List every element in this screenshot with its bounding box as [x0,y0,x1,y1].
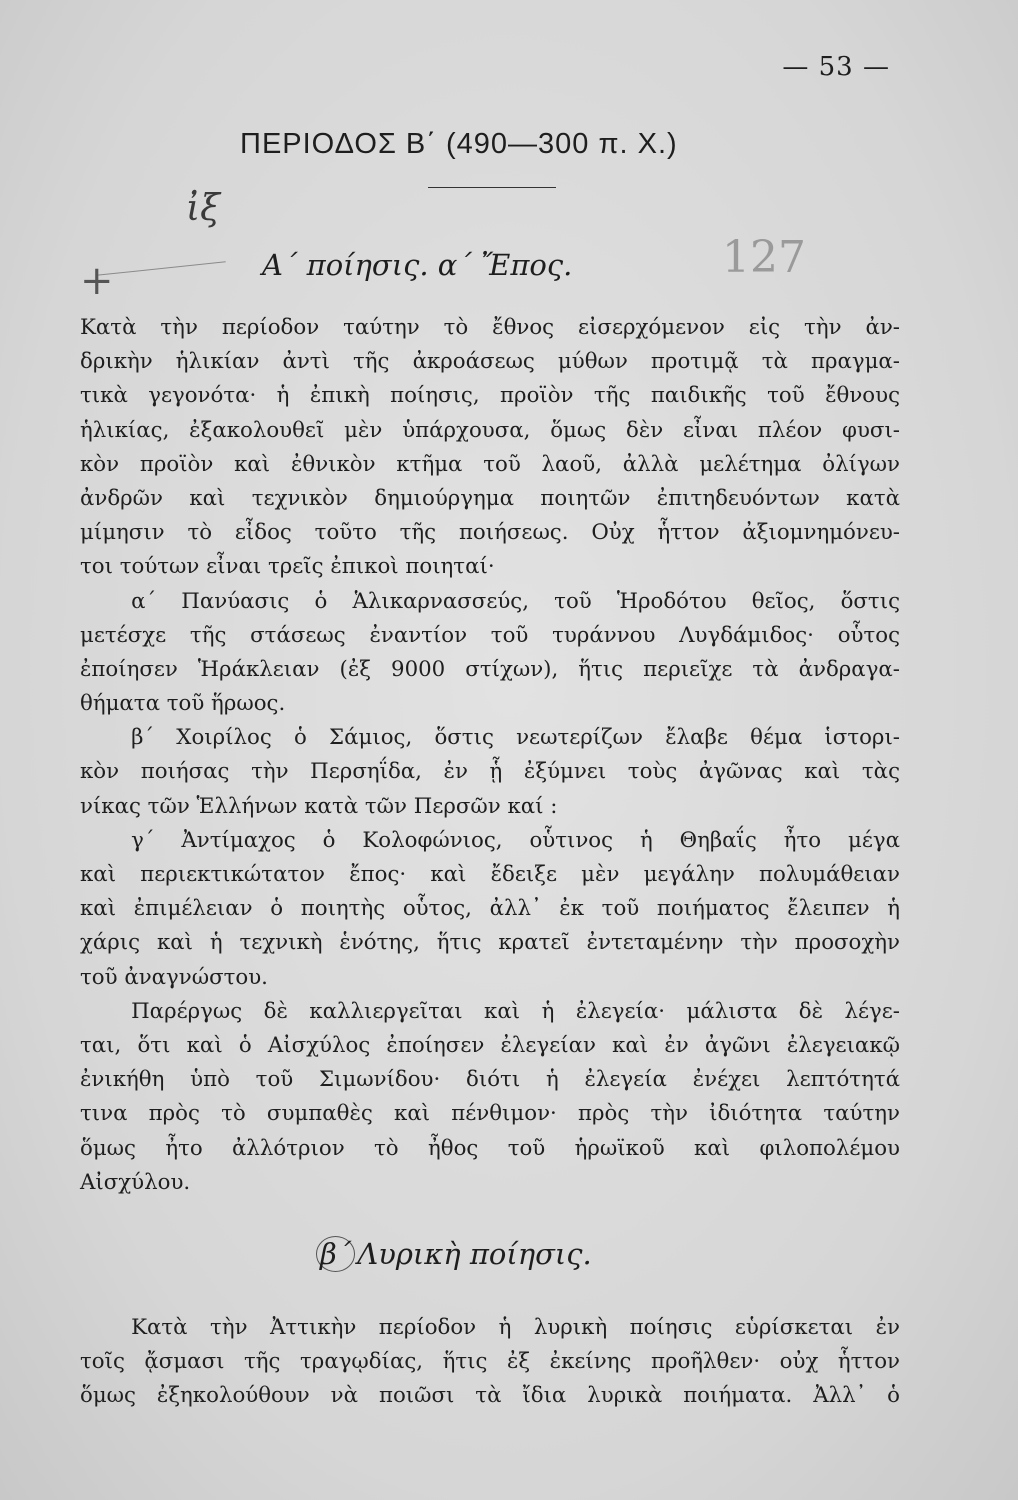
text-line: νίκας τῶν Ἑλλήνων κατὰ τῶν Περσῶν καί : [80,793,558,819]
text-line: α΄ Πανύασις ὁ Ἁλικαρνασσεύς, τοῦ Ἡροδότου θεῖος, ὅστις [131,588,900,614]
text-line: Κατὰ τὴν περίοδον ταύτην τὸ ἔθνος εἰσερχόμενον εἰς τὴν ἀν- [80,315,900,340]
text-block-lyric [80,1311,900,1414]
text-line: τοῦ ἀναγνώστου. [80,964,268,990]
text-line: καὶ περιεκτικώτατον ἔπος· καὶ ἔδειξε μὲν μεγάλην πολυμάθειαν [80,862,900,887]
text-line: ἡλικίας, ἐξακολουθεῖ μὲν ὑπάρχουσα, ὅμως δὲν εἶναι πλέον φυσι- [80,417,900,443]
text-line: γ΄ Ἀντίμαχος ὁ Κολοφώνιος, οὗτινος ἡ Θηβαΐς ἦτο μέγα [131,827,900,853]
handwritten-margin-line [96,261,225,276]
section-heading-epic: Α΄ ποίησις. α΄ Ἔπος. [262,248,573,282]
text-line: ὅμως ἦτο ἀλλότριον τὸ ἦθος τοῦ ἡρωϊκοῦ καὶ φιλοπολέμου [80,1135,900,1161]
handwritten-cross-mark: + [80,258,114,304]
text-line: ἐποίησεν Ἡράκλειαν (ἐξ 9000 στίχων), ἥτις περιεῖχε τὰ ἀνδραγα- [80,656,900,682]
text-line: μίμησιν τὸ εἶδος τοῦτο τῆς ποιήσεως. Οὐχ ἧττον ἀξιομνημόνευ- [80,520,900,546]
text-line: δρικὴν ἡλικίαν ἀντὶ τῆς ἀκροάσεως μύθων προτιμᾷ τὰ πραγμα- [80,349,900,375]
text-line: τικὰ γεγονότα· ἡ ἐπικὴ ποίησις, προϊὸν τῆς παιδικῆς τοῦ ἔθνους [80,383,900,409]
text-line: ὅμως ἐξηκολούθουν νὰ ποιῶσι τὰ ἴδια λυρικὰ ποιήματα. Ἀλλ᾽ ὁ [80,1383,900,1409]
text-line: Κατὰ τὴν Ἀττικὴν περίοδον ἡ λυρικὴ ποίησις εὑρίσκεται ἐν [131,1315,900,1340]
text-line: τινα πρὸς τὸ συμπαθὲς καὶ πένθιμον· πρὸς τὴν ἰδιότητα ταύτην [80,1101,900,1127]
text-line: κὸν ποιήσας τὴν Περσηΐδα, ἐν ᾗ ἐξύμνει τοὺς ἀγῶνας καὶ τὰς [80,759,900,785]
text-line: καὶ ἐπιμέλειαν ὁ ποιητὴς οὗτος, ἀλλ᾽ ἐκ τοῦ ποιήματος ἔλειπεν ἡ [80,896,900,922]
text-line: ται, ὅτι καὶ ὁ Αἰσχύλος ἐποίησεν ἐλεγείαν καὶ ἐν ἀγῶνι ἐλεγειακῷ [80,1032,900,1058]
text-line: κὸν προϊὸν καὶ ἐθνικὸν κτῆμα τοῦ λαοῦ, ἀλλὰ μελέτημα ὀλίγων [80,451,900,477]
text-line: χάρις καὶ ἡ τεχνικὴ ἑνότης, ἥτις κρατεῖ ἐντεταμένην τὴν προσοχὴν [80,930,900,956]
text-block-epic [80,311,900,1200]
text-line: θήματα τοῦ ἥρωος. [80,691,286,717]
handwritten-number: 127 [722,232,806,283]
text-line: μετέσχε τῆς στάσεως ἐναντίον τοῦ τυράννου Λυγδάμιδος· οὗτος [80,622,900,648]
text-line: β΄ Χοιρίλος ὁ Σάμιος, ὅστις νεωτερίζων ἔλαβε θέμα ἱστορι- [131,725,900,751]
text-line: ἐνικήθη ὑπὸ τοῦ Σιμωνίδου· διότι ἡ ἐλεγεία ἐνέχει λεπτότητά [80,1067,900,1093]
handwritten-mark: ἰξ [186,188,220,229]
text-line: τοῖς ᾄσμασι τῆς τραγῳδίας, ἥτις ἐξ ἐκείνης προῆλθεν· οὐχ ἧττον [80,1349,900,1375]
section-letter: β΄ [316,1236,355,1272]
period-title: ΠΕΡΙΟΔΟΣ Β΄ (490—300 π. Χ.) [240,128,678,160]
page-number: — 53 — [782,52,890,82]
text-line: Παρέργως δὲ καλλιεργεῖται καὶ ἡ ἐλεγεία· μάλιστα δὲ λέγε- [131,998,900,1024]
section-heading-lyric [316,1236,592,1272]
text-line: ἀνδρῶν καὶ τεχνικὸν δημιούργημα ποιητῶν ἐπιτηδευόντων κατὰ [80,485,900,511]
text-line: Αἰσχύλου. [80,1169,191,1195]
section-heading-lyric-text: Λυρικὴ ποίησις. [357,1237,592,1271]
text-line: τοι τούτων εἶναι τρεῖς ἐπικοὶ ποιηταί· [80,554,495,580]
title-rule [428,187,556,188]
